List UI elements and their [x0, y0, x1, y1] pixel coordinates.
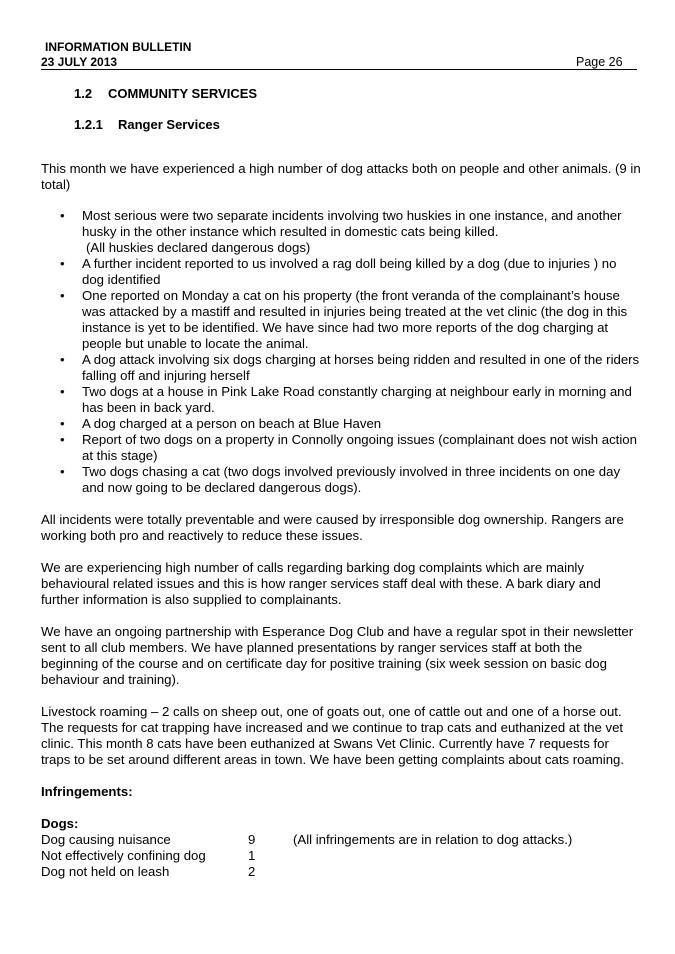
list-item: • Two dogs at a house in Pink Lake Road constantly charging at neighbour early in morning and has been in back yard.	[60, 384, 632, 415]
intro-paragraph: This month we have experienced a high number of dog attacks both on people and other animals. (9 in total)	[41, 161, 641, 192]
section-number: 1.2	[74, 86, 93, 101]
table-row	[41, 832, 572, 848]
list-item: • Most serious were two separate incidents involving two huskies in one instance, and another husky in the other instance which resulted in domestic cats being killed. (All huskies declared dangerous dogs)	[41, 208, 641, 256]
cats-paragraph: The requests for cat trapping have increased and we continue to trap cats and euthanized at the vet clinic. This month 8 cats have been euthanized at Swans Vet Clinic. Currently have 7 requests for traps to be set around different areas in town. We have been getting complaints about cats roaming.	[41, 720, 625, 767]
bullet-icon: •	[60, 352, 65, 367]
table-row	[41, 864, 572, 880]
list-item: • A dog charged at a person on beach at Blue Haven	[60, 416, 382, 431]
infringement-count: 2	[248, 864, 256, 879]
bullet-icon: •	[60, 416, 65, 431]
list-item: • Two dogs chasing a cat (two dogs involved previously involved in three incidents on one day and now going to be declared dangerous dogs).	[60, 464, 621, 495]
infringement-label: Dog causing nuisance	[41, 832, 171, 847]
subsection-heading	[74, 117, 220, 132]
list-item: • A dog attack involving six dogs charging at horses being ridden and resulted in one of the riders falling off and injuring herself	[60, 352, 640, 383]
infringements-heading: Infringements:	[41, 784, 133, 799]
bullet-icon: •	[60, 208, 65, 223]
partnership-paragraph: We have an ongoing partnership with Esperance Dog Club and have a regular spot in their newsletter sent to all club members. We have planned presentations by ranger services staff at both the beginning of the course and on certificate day for positive training (six week session on basic dog behaviour and training).	[41, 624, 634, 687]
list-item: • Report of two dogs on a property in Connolly ongoing issues (complainant does not wish action at this stage)	[60, 432, 637, 463]
preventable-paragraph: All incidents were totally preventable and were caused by irresponsible dog ownership. Rangers are working both pro and reactively to reduce these issues.	[41, 512, 624, 543]
barking-paragraph: We are experiencing high number of calls regarding barking dog complaints which are mainly behavioural related issues and this is how ranger services staff deal with these. A bark diary and further information is also supplied to complainants.	[41, 560, 601, 607]
livestock-paragraph: Livestock roaming – 2 calls on sheep out, one of goats out, one of cattle out and one of a horse out.	[41, 704, 622, 719]
bullet-icon: •	[60, 288, 65, 303]
infringement-label: Dog not held on leash	[41, 864, 170, 879]
body-text	[41, 161, 641, 880]
list-item: • A further incident reported to us involved a rag doll being killed by a dog (due to injuries ) no dog identified	[60, 256, 617, 287]
bullet-icon: •	[60, 432, 65, 447]
infringements-table	[41, 832, 572, 880]
incident-list	[41, 208, 641, 496]
infringement-note: (All infringements are in relation to dog attacks.)	[293, 832, 573, 847]
section-heading	[74, 86, 257, 101]
infringement-count: 9	[248, 832, 256, 847]
bullet-icon: •	[60, 256, 65, 271]
page-number: Page 26	[576, 55, 623, 69]
list-item: • One reported on Monday a cat on his property (the front veranda of the complainant’s house was attacked by a mastiff and resulted in injuries being treated at the vet clinic (the dog in this instance is yet to be identified. We have since had two more reports of the dog charging at people but unable to locate the animal.	[60, 288, 628, 351]
bulletin-date: 23 JULY 2013	[41, 55, 118, 69]
bullet-icon: •	[60, 384, 65, 399]
header-rule	[41, 69, 637, 70]
infringement-note	[293, 864, 572, 880]
bullet-icon: •	[60, 464, 65, 479]
section-title: COMMUNITY SERVICES	[108, 86, 258, 101]
list-item-note: (All huskies declared dangerous dogs)	[86, 240, 311, 255]
dogs-heading: Dogs:	[41, 816, 79, 831]
subsection-title: Ranger Services	[118, 117, 220, 132]
subsection-number: 1.2.1	[74, 117, 103, 132]
infringement-note	[293, 848, 572, 864]
bulletin-title: INFORMATION BULLETIN	[45, 40, 192, 54]
infringement-label: Not effectively confining dog	[41, 848, 206, 863]
table-row	[41, 848, 572, 864]
infringement-count: 1	[248, 848, 256, 863]
